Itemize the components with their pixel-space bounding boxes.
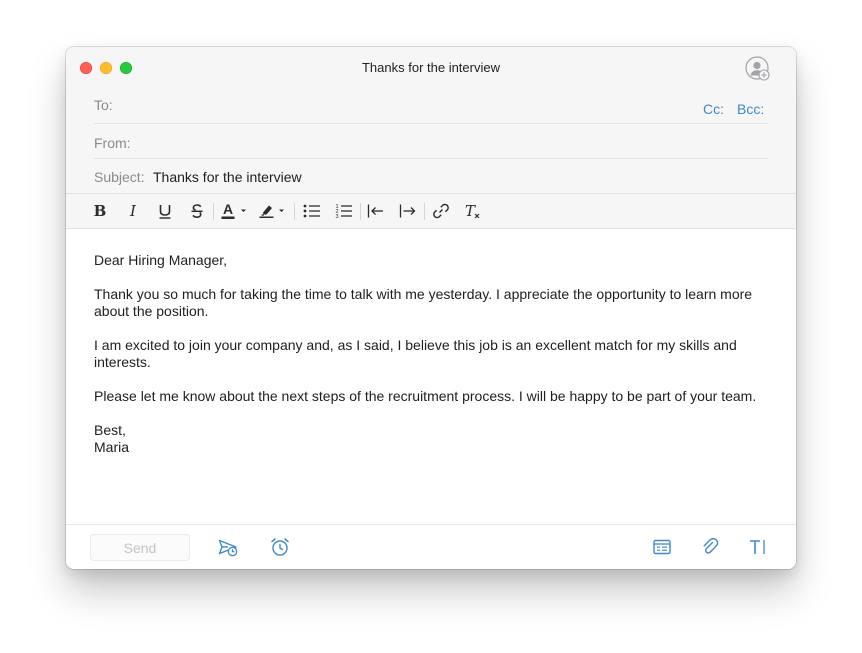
bold-button[interactable] [91, 200, 109, 222]
reminder-button[interactable] [269, 536, 291, 558]
add-contact-icon [744, 55, 772, 83]
numbered-list-icon [334, 202, 354, 220]
text-format-icon [747, 536, 769, 558]
window-title: Thanks for the interview [361, 60, 500, 75]
cc-button[interactable]: Cc: [703, 101, 724, 117]
clear-formatting-button[interactable] [462, 200, 484, 222]
subject-input[interactable]: Thanks for the interview [153, 169, 302, 185]
alarm-clock-icon [269, 536, 291, 558]
bcc-button[interactable]: Bcc: [737, 101, 765, 117]
from-row [94, 135, 768, 155]
to-divider [94, 123, 768, 124]
templates-button[interactable] [651, 536, 673, 558]
svg-text:2: 2 [335, 209, 339, 215]
strikethrough-icon [188, 202, 206, 220]
indent-icon [398, 202, 418, 220]
toolbar-separator [294, 203, 295, 220]
to-label: To: [94, 97, 113, 113]
message-body[interactable] [94, 252, 770, 456]
message-signoff: Best, [94, 422, 126, 438]
subject-row [94, 169, 768, 189]
underline-button[interactable] [156, 200, 174, 222]
toolbar-separator [360, 203, 361, 220]
text-color-icon [220, 201, 250, 221]
clear-formatting-icon [462, 202, 484, 220]
add-contact-button[interactable] [744, 55, 772, 83]
toolbar-separator [424, 203, 425, 220]
message-paragraph: I am excited to join your company and, as I said, I believe this job is an excellent match for my skills and interests. [94, 337, 737, 370]
highlight-icon [258, 201, 288, 221]
svg-text:3: 3 [335, 214, 339, 220]
italic-icon [124, 202, 142, 220]
outdent-icon [366, 202, 386, 220]
title-bar [66, 47, 796, 89]
underline-icon [156, 202, 174, 220]
subject-label: Subject: [94, 169, 145, 185]
bullet-list-button[interactable] [302, 200, 322, 222]
from-divider [94, 158, 768, 159]
text-format-button[interactable] [747, 536, 769, 558]
compose-header [66, 47, 796, 193]
bold-icon [91, 202, 109, 220]
message-signature: Maria [94, 439, 130, 455]
svg-text:I: I [130, 202, 136, 220]
formatting-toolbar [66, 193, 796, 229]
numbered-list-button[interactable] [334, 200, 354, 222]
message-greeting: Dear Hiring Manager, [94, 252, 228, 268]
link-button[interactable] [431, 200, 451, 222]
italic-button[interactable] [124, 200, 142, 222]
text-color-button[interactable] [220, 200, 250, 222]
highlight-button[interactable] [258, 200, 288, 222]
bullet-list-icon [302, 202, 322, 220]
strikethrough-button[interactable] [188, 200, 206, 222]
attach-file-button[interactable] [699, 536, 721, 558]
template-card-icon [651, 536, 673, 558]
indent-button[interactable] [398, 200, 418, 222]
compose-footer [66, 524, 796, 569]
message-paragraph: Please let me know about the next steps of the recruitment process. I will be happy to be part of your team. [94, 388, 757, 404]
svg-text:1: 1 [335, 204, 339, 210]
outdent-button[interactable] [366, 200, 386, 222]
svg-text:A: A [222, 201, 234, 217]
send-button[interactable]: Send [90, 534, 190, 561]
svg-text:B: B [93, 202, 107, 220]
send-later-button[interactable] [217, 536, 239, 558]
svg-text:T: T [464, 202, 476, 220]
to-row [94, 97, 768, 117]
send-later-icon [217, 536, 239, 558]
paperclip-icon [699, 536, 721, 558]
toolbar-separator [213, 203, 214, 220]
compose-window [66, 47, 796, 569]
link-icon [431, 202, 451, 220]
message-paragraph: Thank you so much for taking the time to talk with me yesterday. I appreciate the opportunity to learn more about the position. [94, 286, 753, 319]
from-label: From: [94, 135, 131, 151]
